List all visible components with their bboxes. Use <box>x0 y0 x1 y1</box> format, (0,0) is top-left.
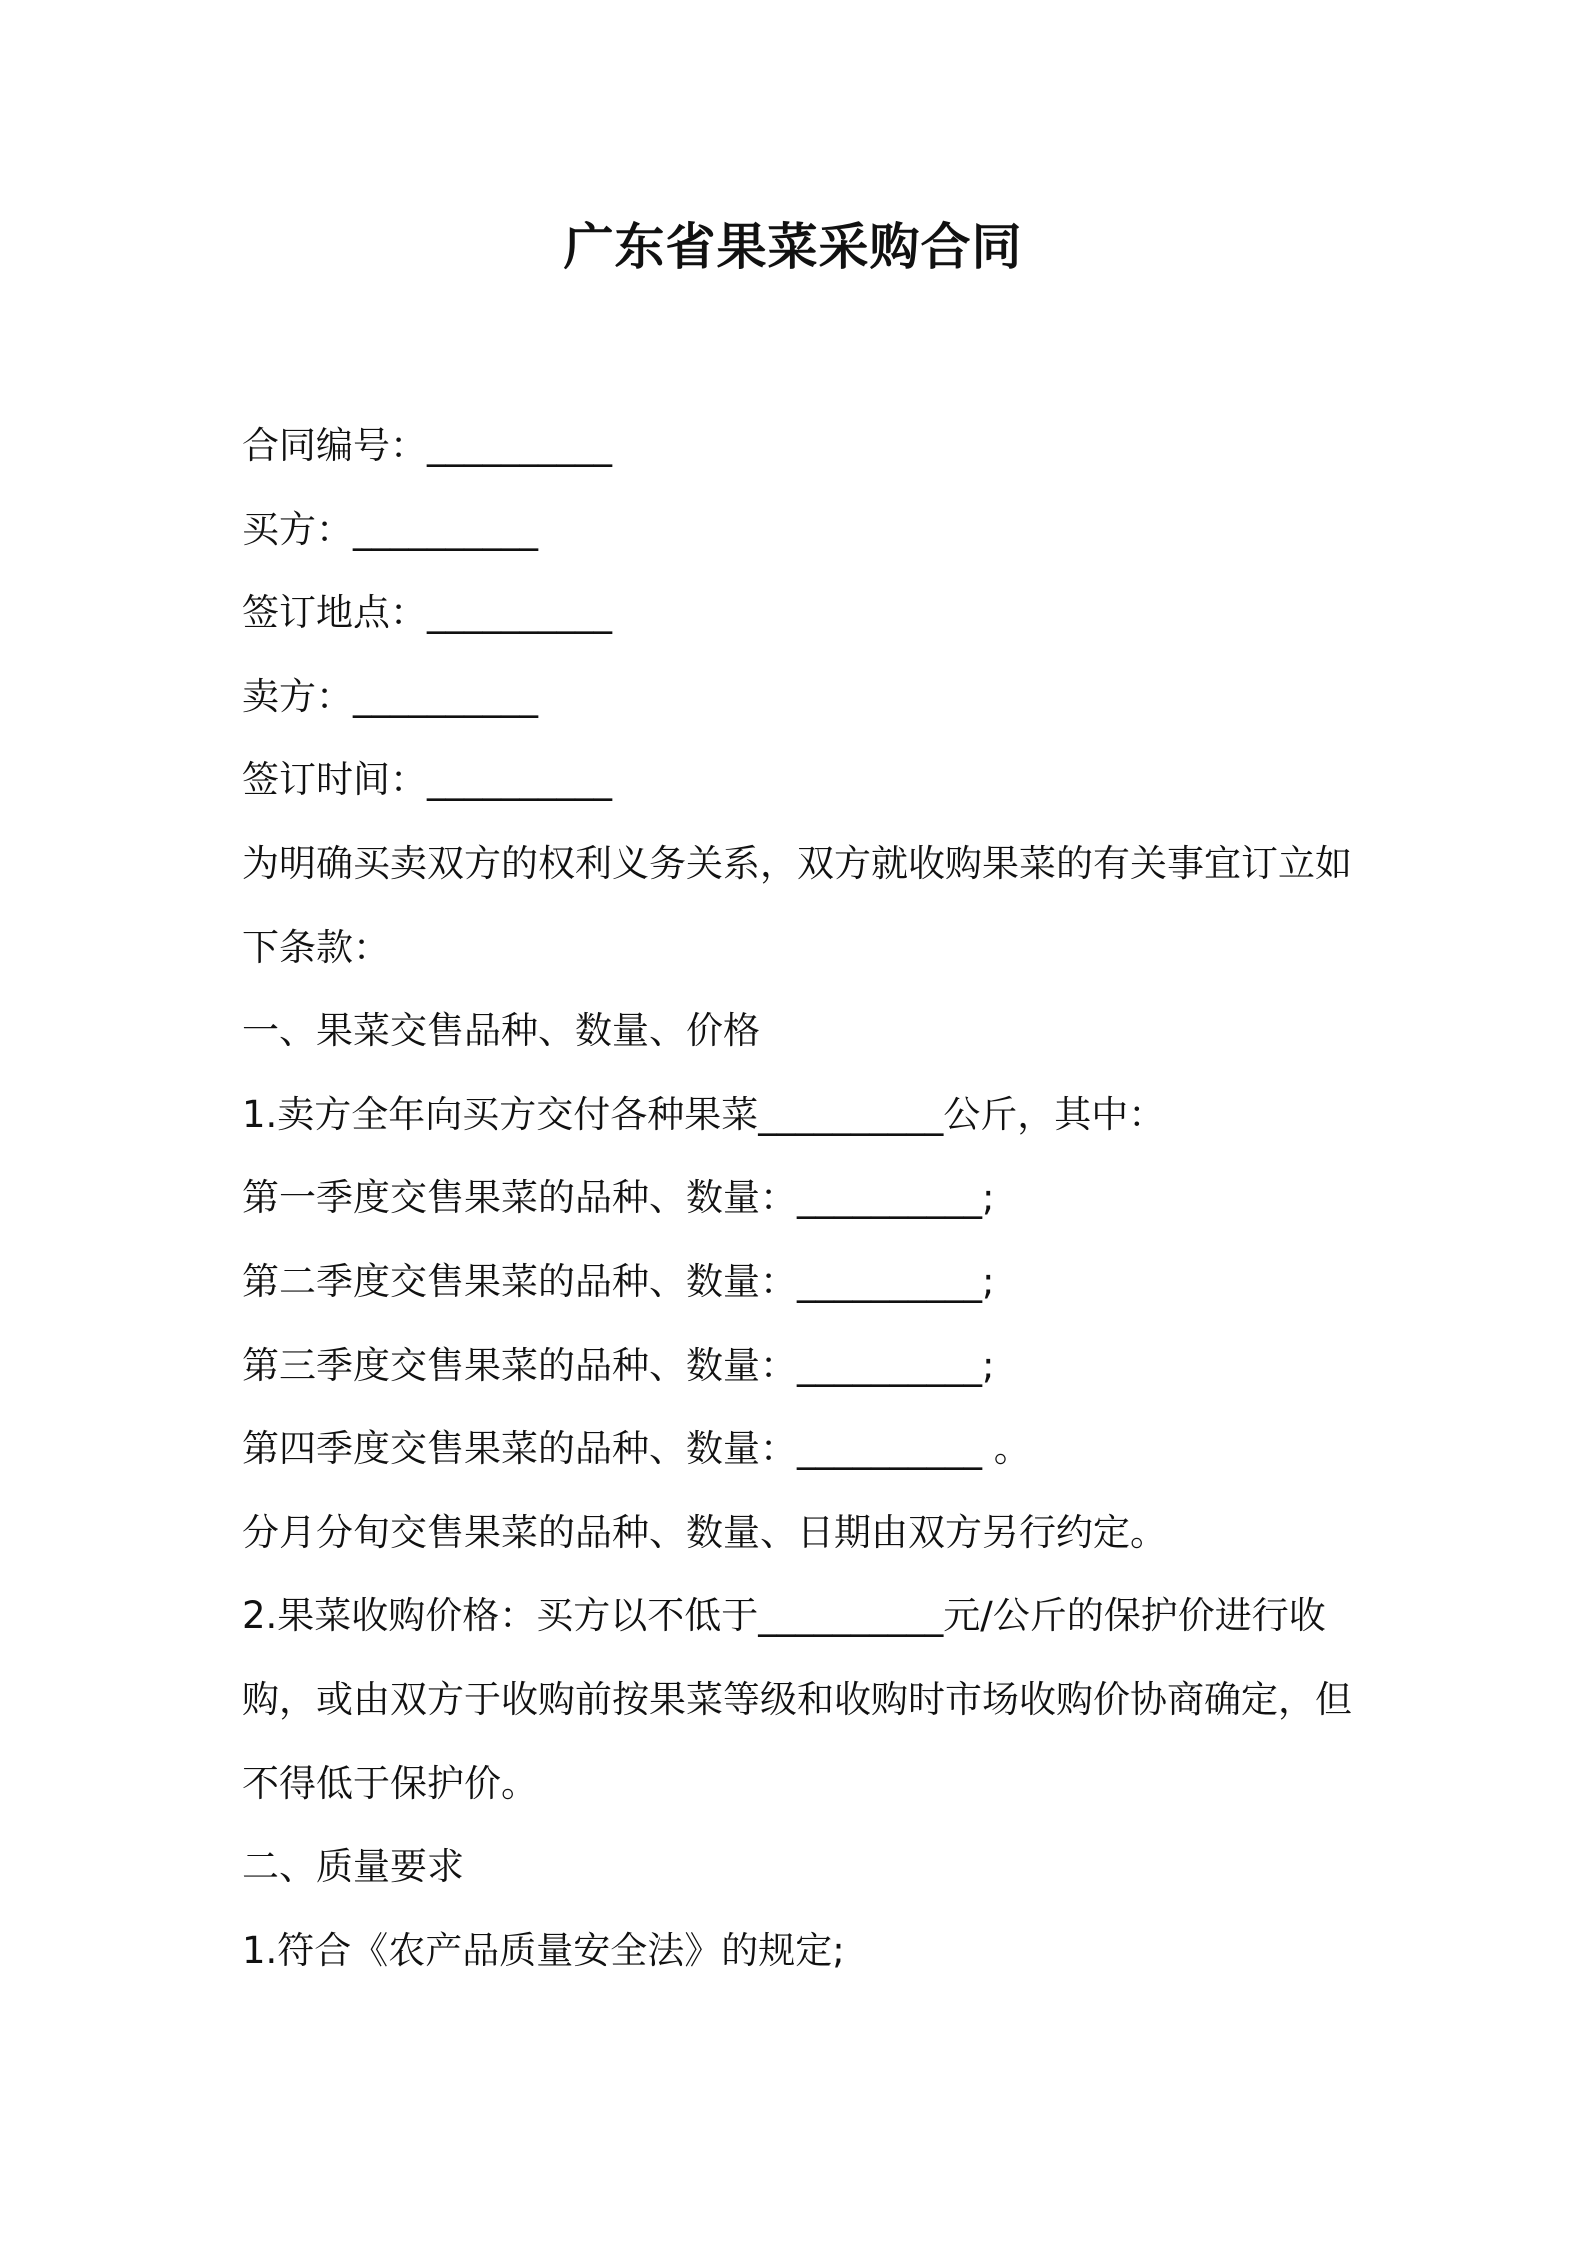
document-body <box>242 404 1362 1992</box>
quarter-4-line: 第四季度交售果菜的品种、数量：__________ 。 <box>242 1427 1031 1471</box>
clause-1-2-line-3: 不得低于保护价。 <box>242 1761 538 1805</box>
clause-1-1: 1.卖方全年向买方交付各种果菜__________公斤，其中： <box>242 1092 1166 1136</box>
clause-1-2-line-2: 购，或由双方于收购前按果菜等级和收购时市场收购价协商确定，但 <box>242 1677 1352 1721</box>
document-title: 广东省果菜采购合同 <box>563 218 1023 276</box>
clause-2-1: 1.符合《农产品质量安全法》的规定; <box>242 1928 845 1972</box>
quarter-3-line: 第三季度交售果菜的品种、数量：__________; <box>242 1343 995 1387</box>
quarter-1-line: 第一季度交售果菜的品种、数量：__________; <box>242 1176 995 1220</box>
monthly-schedule-line: 分月分旬交售果菜的品种、数量、日期由双方另行约定。 <box>242 1510 1167 1554</box>
preamble-line-2: 下条款： <box>242 925 390 969</box>
seller-line: 卖方：__________ <box>242 674 538 718</box>
buyer-line: 买方：__________ <box>242 507 538 551</box>
quarter-2-line: 第二季度交售果菜的品种、数量：__________; <box>242 1259 995 1303</box>
section-heading-2: 二、质量要求 <box>242 1845 464 1889</box>
clause-1-2-line-1: 2.果菜收购价格：买方以不低于__________元/公斤的保护价进行收 <box>242 1594 1326 1638</box>
signing-place-line: 签订地点：__________ <box>242 591 612 635</box>
section-heading-1: 一、果菜交售品种、数量、价格 <box>242 1009 760 1053</box>
preamble-line-1: 为明确买卖双方的权利义务关系，双方就收购果菜的有关事宜订立如 <box>242 841 1352 885</box>
signing-time-line: 签订时间：__________ <box>242 758 612 802</box>
contract-number-line: 合同编号：__________ <box>242 424 612 467</box>
